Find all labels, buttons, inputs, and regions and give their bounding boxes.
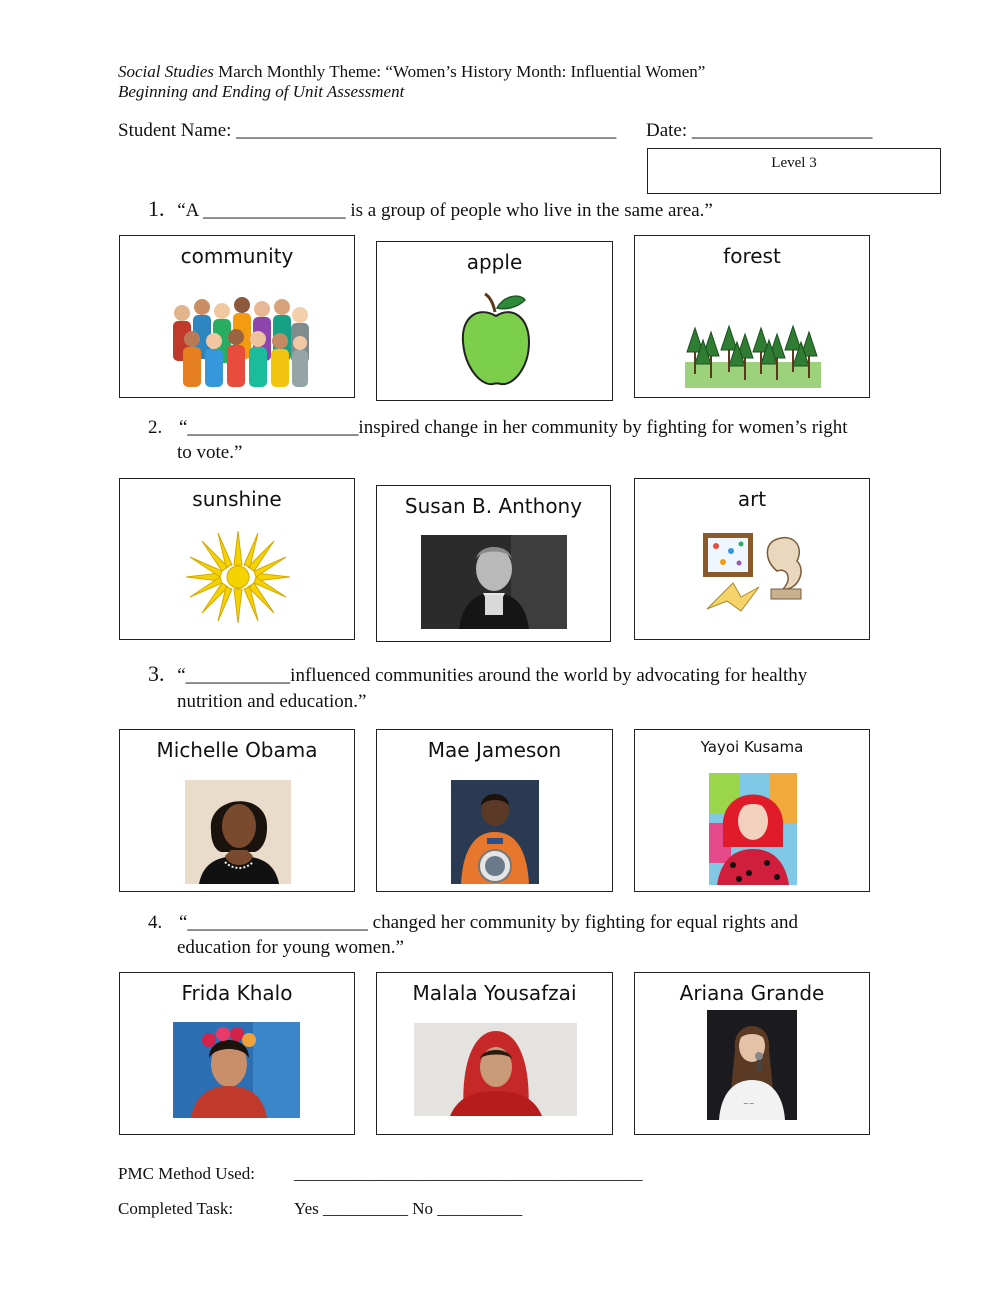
question-4 — [148, 910, 798, 935]
question-number: 3. — [148, 661, 165, 686]
art-icon — [701, 531, 807, 615]
option-malala-yousafzai[interactable] — [376, 972, 613, 1135]
forest-icon — [685, 324, 821, 390]
question-3-line2: nutrition and education.” — [177, 691, 367, 712]
question-number: 1. — [148, 196, 165, 221]
option-frida-khalo[interactable] — [119, 972, 355, 1135]
option-label: Ariana Grande — [679, 981, 825, 1005]
option-label: forest — [723, 244, 781, 268]
option-susan-b-anthony[interactable] — [376, 485, 611, 642]
frida-khalo-photo — [173, 1022, 300, 1118]
question-text: “A _______________ is a group of people who live in the same area.” — [177, 200, 713, 221]
question-3 — [148, 661, 807, 688]
question-text: “___________influenced communities around the world by advocating for healthy — [177, 665, 808, 686]
level-box — [647, 148, 941, 194]
mae-jameson-photo — [451, 780, 539, 884]
sun-icon — [186, 531, 290, 623]
subject-name: Social Studies — [118, 62, 214, 81]
susan-b-anthony-photo — [421, 535, 567, 629]
svg-text:~~: ~~ — [743, 1100, 755, 1108]
option-art[interactable] — [634, 478, 870, 640]
option-label: Mae Jameson — [427, 738, 562, 762]
subject-line — [118, 62, 705, 82]
question-1 — [148, 196, 713, 223]
option-label: Frida Khalo — [181, 981, 293, 1005]
theme-text: March Monthly Theme: “Women’s History Month: Influential Women” — [213, 62, 706, 81]
question-number: 2. — [148, 417, 163, 438]
question-2 — [148, 415, 848, 440]
malala-yousafzai-photo — [414, 1023, 577, 1116]
yayoi-kusama-photo — [709, 773, 797, 885]
michelle-obama-photo — [185, 780, 291, 884]
option-yayoi-kusama[interactable] — [634, 729, 870, 892]
option-label: art — [737, 487, 767, 511]
assessment-subtitle: Beginning and Ending of Unit Assessment — [118, 82, 405, 101]
option-label: Malala Yousafzai — [412, 981, 577, 1005]
pmc-method-field[interactable]: _________________________________________ — [294, 1164, 643, 1183]
option-sunshine[interactable] — [119, 478, 355, 640]
option-ariana-grande[interactable] — [634, 972, 870, 1135]
option-label: Susan B. Anthony — [404, 494, 583, 518]
question-4-line2: education for young women.” — [177, 937, 404, 958]
completed-task-options[interactable]: Yes __________ No __________ — [294, 1199, 523, 1218]
question-number: 4. — [148, 912, 163, 933]
completed-task-label: Completed Task: — [118, 1199, 234, 1218]
question-text: “__________________inspired change in her community by fighting for women’s right — [179, 417, 848, 438]
option-apple[interactable] — [376, 241, 613, 401]
option-label: Michelle Obama — [156, 738, 318, 762]
option-label: sunshine — [192, 487, 282, 511]
option-forest[interactable] — [634, 235, 870, 398]
level-text: Level 3 — [771, 155, 817, 171]
option-community[interactable] — [119, 235, 355, 398]
crowd-icon — [164, 291, 314, 391]
option-michelle-obama[interactable] — [119, 729, 355, 892]
option-label: apple — [466, 250, 523, 274]
question-2-line2: to vote.” — [177, 442, 243, 463]
option-label: community — [180, 244, 294, 268]
apple-icon — [459, 290, 533, 390]
option-label: Yayoi Kusama — [700, 738, 804, 756]
student-name-field[interactable]: Student Name: ________________________________________ — [118, 120, 617, 141]
option-mae-jameson[interactable] — [376, 729, 613, 892]
ariana-grande-photo — [707, 1010, 797, 1120]
date-field[interactable]: Date: ___________________ — [646, 120, 873, 141]
question-text: “___________________ changed her community by fighting for equal rights and — [179, 912, 798, 933]
pmc-method-label: PMC Method Used: — [118, 1164, 255, 1183]
